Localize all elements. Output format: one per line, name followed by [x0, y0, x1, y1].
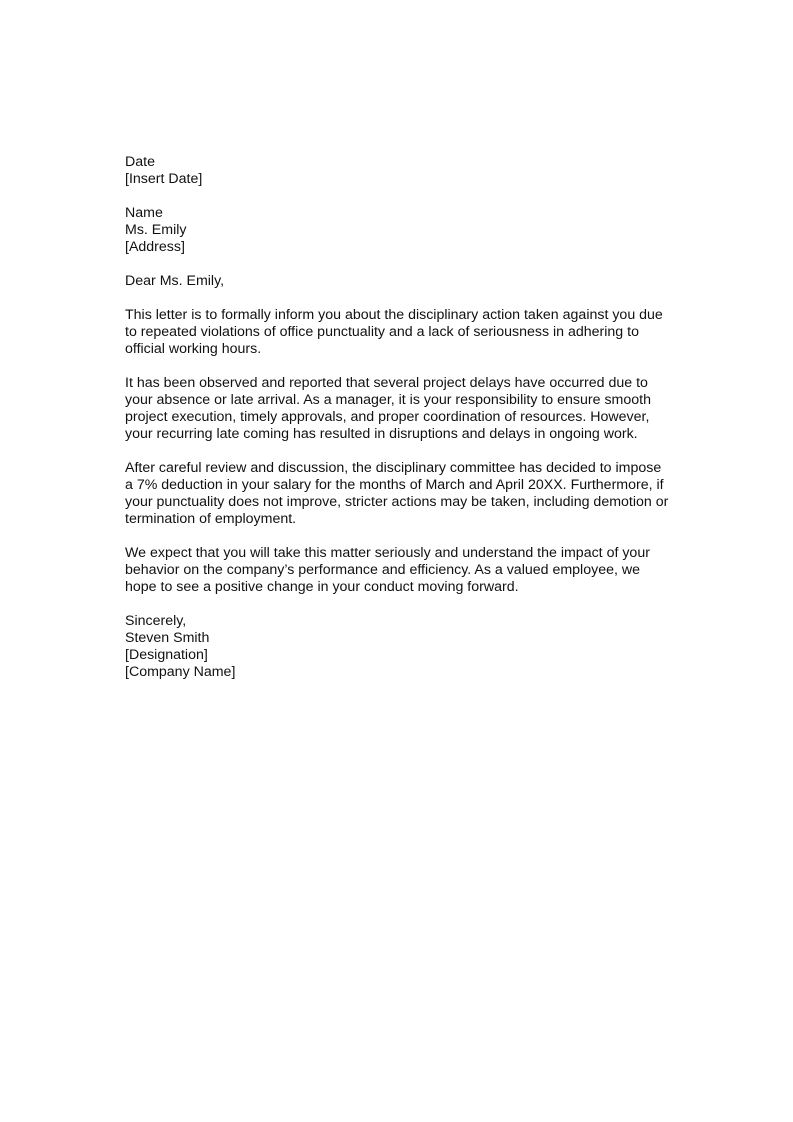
body-line: termination of employment.	[125, 511, 297, 527]
signer-name: Steven Smith	[125, 630, 210, 646]
body-line: We expect that you will take this matter seriously and understand the impact of your	[125, 545, 650, 561]
valediction: Sincerely,	[125, 613, 187, 629]
closing-block	[125, 613, 715, 681]
body-line: It has been observed and reported that several project delays have occurred due to	[125, 375, 648, 391]
body-line: hope to see a positive change in your conduct moving forward.	[125, 579, 519, 595]
date-block	[125, 154, 715, 188]
salutation-text: Dear Ms. Emily,	[125, 273, 225, 289]
body-line: behavior on the company’s performance and efficiency. As a valued employee, we	[125, 562, 640, 578]
signer-company: [Company Name]	[125, 664, 236, 680]
body-line: your punctuality does not improve, stricter actions may be taken, including demotion or	[125, 494, 669, 510]
body-line: a 7% deduction in your salary for the months of March and April 20XX. Furthermore, if	[125, 477, 664, 493]
body-line: After careful review and discussion, the disciplinary committee has decided to impose	[125, 460, 662, 476]
body-paragraph-3	[125, 460, 715, 528]
recipient-heading: Name	[125, 205, 163, 221]
body-line: project execution, timely approvals, and proper coordination of resources. However,	[125, 409, 650, 425]
body-line: to repeated violations of office punctuality and a lack of seriousness in adhering to	[125, 324, 639, 340]
body-paragraph-1	[125, 307, 715, 358]
date-heading: Date	[125, 154, 155, 170]
body-paragraph-4	[125, 545, 715, 596]
body-line: official working hours.	[125, 341, 262, 357]
recipient-address: [Address]	[125, 239, 185, 255]
body-line: your absence or late arrival. As a manager, it is your responsibility to ensure smooth	[125, 392, 651, 408]
letter-document	[125, 154, 715, 698]
date-value: [Insert Date]	[125, 171, 203, 187]
recipient-block	[125, 205, 715, 256]
body-line: your recurring late coming has resulted in disruptions and delays in ongoing work.	[125, 426, 638, 442]
body-line: This letter is to formally inform you about the disciplinary action taken against you due	[125, 307, 663, 323]
body-paragraph-2	[125, 375, 715, 443]
recipient-name: Ms. Emily	[125, 222, 187, 238]
signer-designation: [Designation]	[125, 647, 208, 663]
salutation	[125, 273, 715, 290]
